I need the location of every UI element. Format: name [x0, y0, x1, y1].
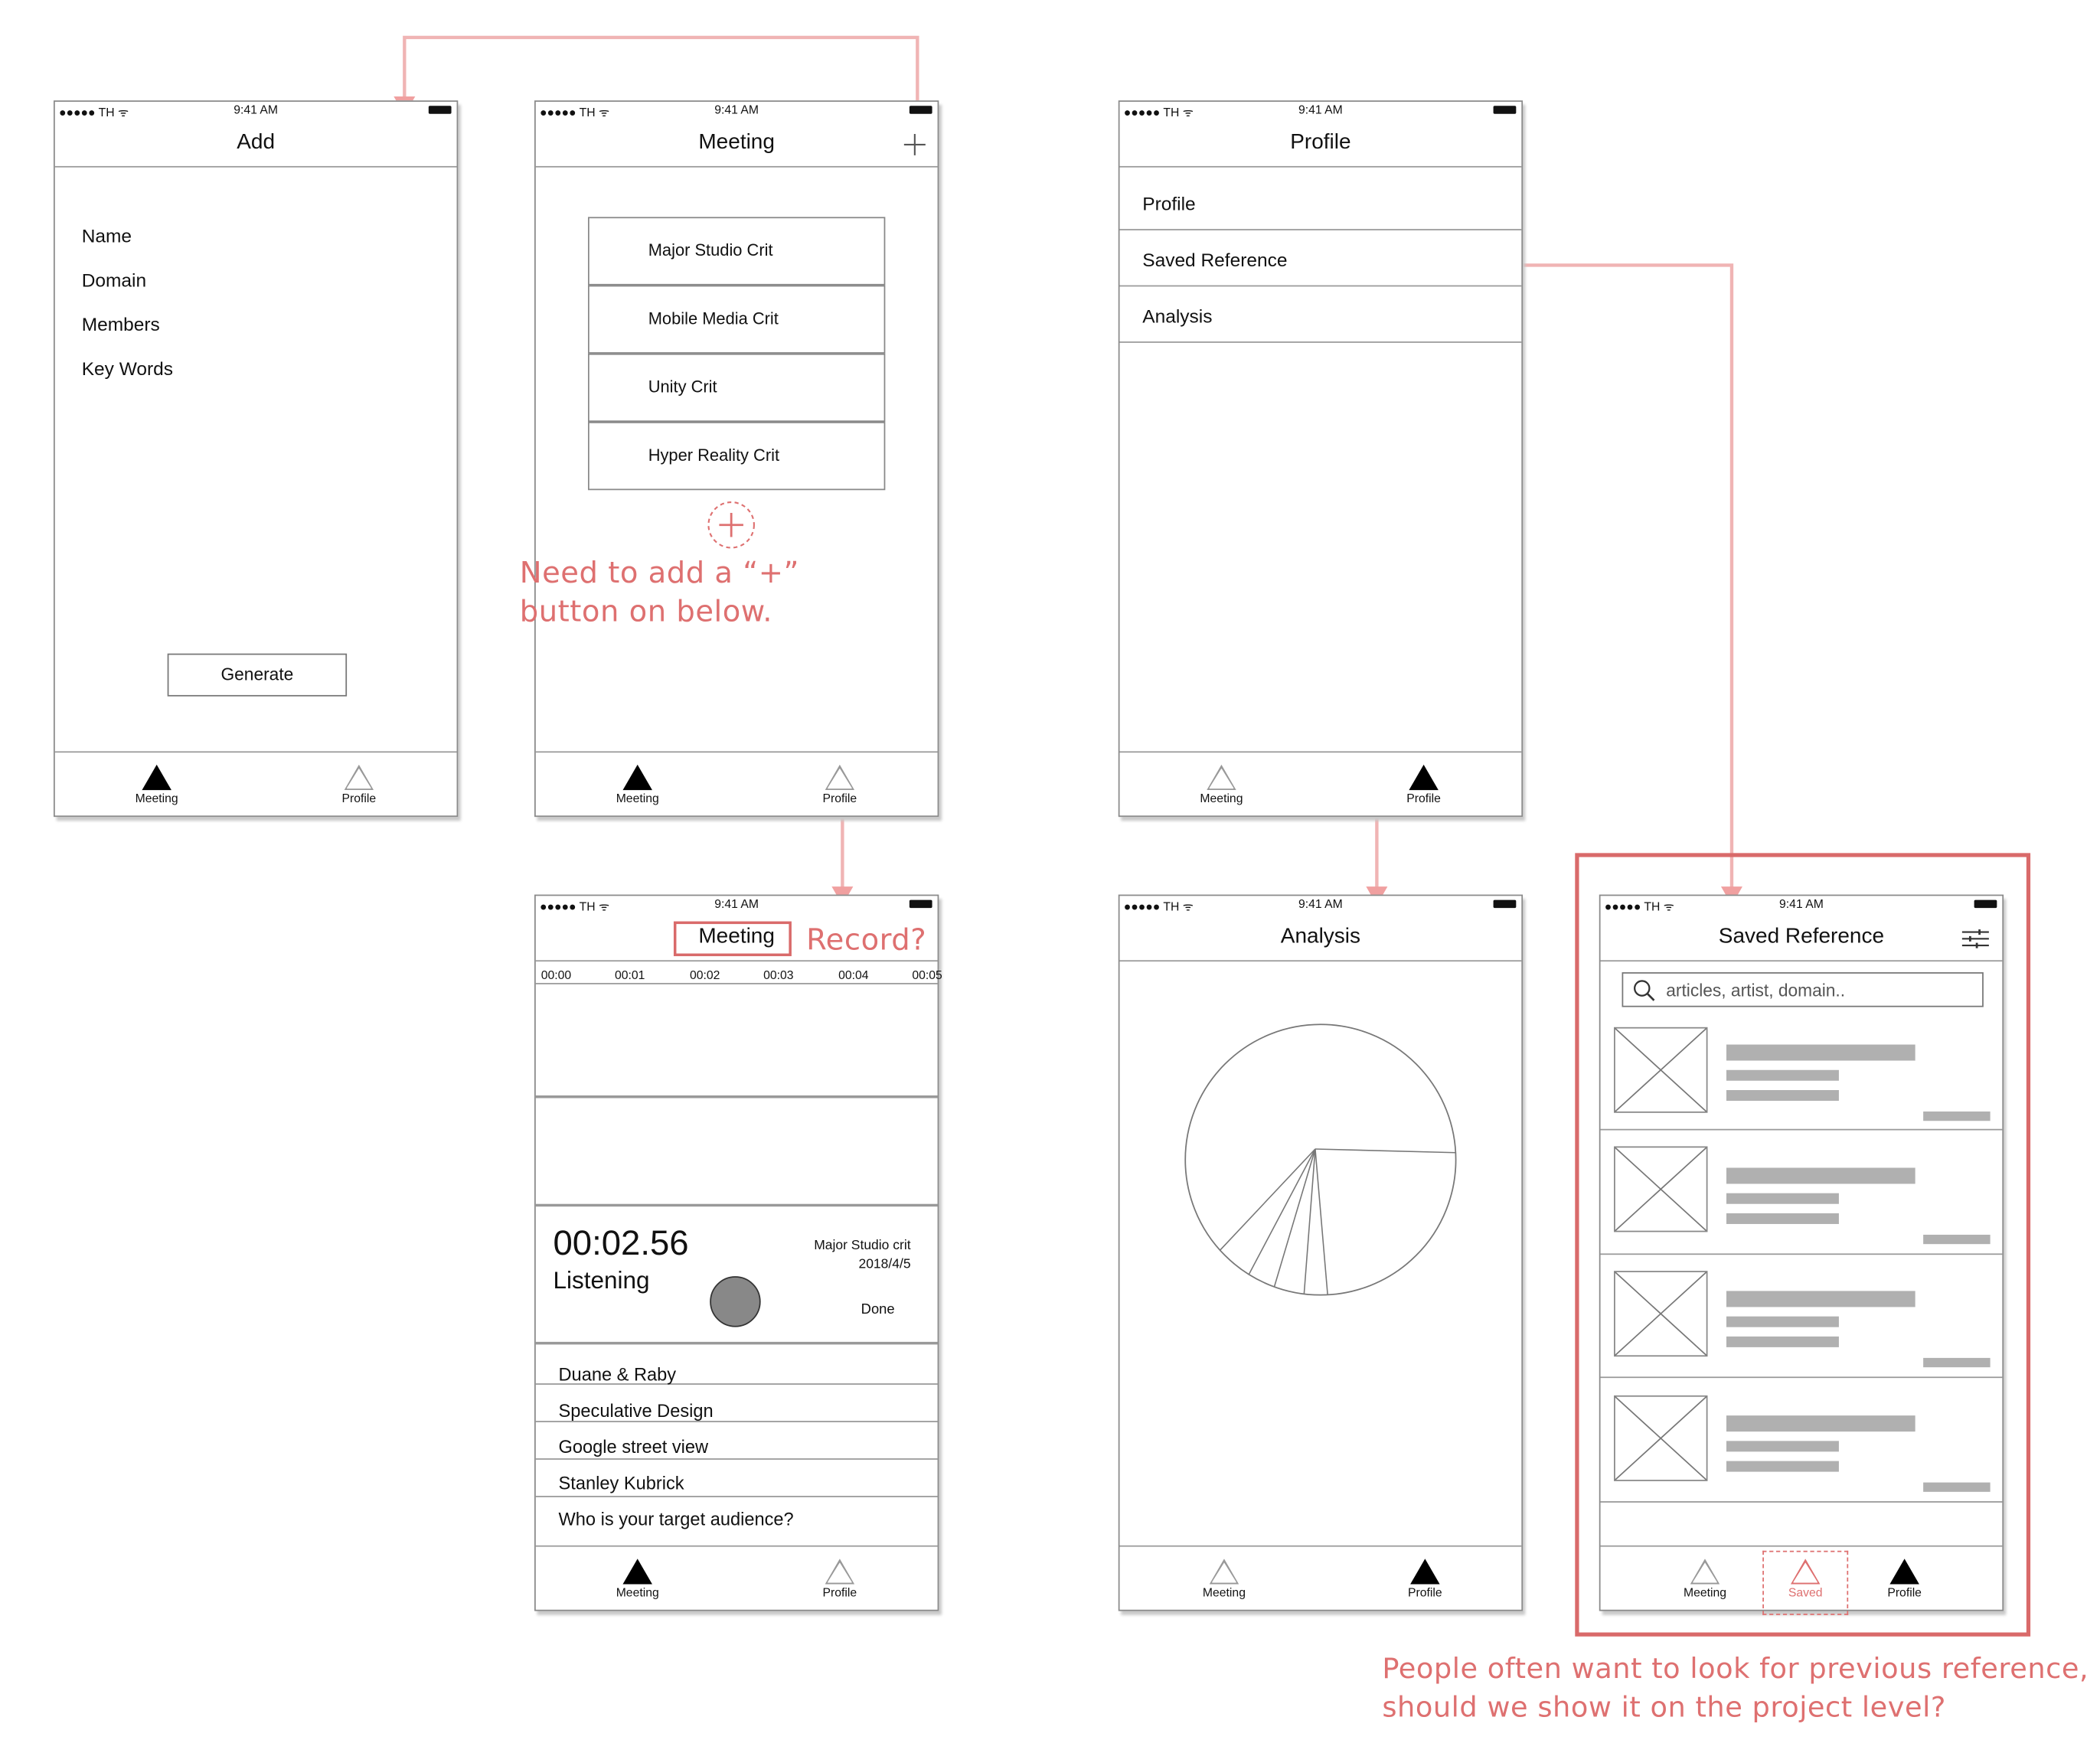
keyword-text: Speculative Design	[558, 1400, 714, 1422]
nav-bar	[536, 120, 938, 167]
battery-icon	[1494, 900, 1517, 908]
profile-row[interactable]	[1119, 174, 1521, 230]
tab-label: Meeting	[616, 791, 659, 805]
meeting-screen	[534, 100, 939, 817]
text-placeholder	[1726, 1441, 1839, 1451]
battery-icon	[1494, 106, 1517, 113]
pie-slice-edge	[1315, 1149, 1455, 1153]
list-item[interactable]	[536, 1385, 938, 1422]
elapsed-timer: 00:02.56	[553, 1223, 689, 1263]
timeline-tick: 00:01	[614, 968, 645, 982]
tab-meeting[interactable]	[109, 765, 203, 805]
profile-tab-icon	[825, 765, 854, 790]
tab-label: Saved	[1788, 1585, 1823, 1599]
pie-slice-edge	[1249, 1149, 1315, 1275]
search-field[interactable]	[1622, 972, 1984, 1007]
battery-icon	[1974, 900, 1997, 908]
waveform-track	[536, 1095, 938, 1098]
analysis-screen	[1119, 895, 1523, 1611]
nav-bar	[1119, 915, 1521, 961]
text-placeholder	[1726, 1090, 1839, 1101]
keyword-text: Google street view	[558, 1437, 709, 1458]
status-time: 9:41 AM	[714, 897, 759, 911]
keyword-text: Who is your target audience?	[558, 1509, 794, 1529]
list-item[interactable]	[1601, 1017, 2003, 1131]
tab-profile[interactable]	[793, 1559, 887, 1598]
meeting-item-label: Major Studio Crit	[648, 240, 773, 260]
signal-indicator: ●●●●● TH ᯤ	[1123, 899, 1194, 914]
page-title: Profile	[1290, 131, 1351, 155]
tab-meeting[interactable]	[1177, 1559, 1271, 1598]
tab-label: Meeting	[1202, 1585, 1246, 1599]
saved-reference-row-label: Saved Reference	[1142, 249, 1288, 271]
tab-saved[interactable]	[1762, 1551, 1848, 1615]
meta-placeholder	[1923, 1483, 1990, 1492]
generate-button[interactable]: Generate	[168, 654, 347, 697]
record-screen	[534, 895, 942, 1611]
analysis-row-label: Analysis	[1142, 305, 1213, 327]
status-time: 9:41 AM	[1298, 897, 1343, 911]
signal-indicator: ●●●●● TH ᯤ	[1123, 106, 1194, 119]
profile-tab-icon	[825, 1559, 854, 1584]
meeting-tab-icon	[622, 765, 652, 790]
analysis-row[interactable]	[1119, 286, 1521, 342]
profile-tab-icon	[1409, 765, 1438, 790]
highlight-box	[674, 922, 792, 956]
profile-tab-icon	[345, 765, 374, 790]
nav-bar	[1119, 120, 1521, 167]
signal-indicator: ●●●●● TH ᯤ	[1604, 899, 1675, 914]
image-placeholder-icon	[1614, 1027, 1707, 1113]
meeting-item-label: Hyper Reality Crit	[648, 446, 780, 465]
tab-profile[interactable]	[1378, 1559, 1471, 1598]
tab-meeting[interactable]	[590, 765, 684, 805]
tab-label: Profile	[822, 1585, 857, 1599]
page-title: Meeting	[698, 131, 775, 155]
title-placeholder	[1726, 1045, 1915, 1061]
saved-reference-screen	[1599, 895, 2004, 1611]
profile-row-label: Profile	[1142, 192, 1196, 214]
analysis-pie-chart	[1180, 1019, 1461, 1300]
filter-sliders-icon[interactable]	[1962, 928, 1989, 949]
tab-label: Meeting	[1200, 791, 1243, 805]
list-item[interactable]	[536, 1497, 938, 1533]
title-placeholder	[1726, 1291, 1915, 1307]
tab-meeting[interactable]	[590, 1559, 684, 1598]
list-item[interactable]	[536, 1422, 938, 1460]
signal-indicator: ●●●●● TH ᯤ	[540, 106, 610, 119]
status-time: 9:41 AM	[1779, 897, 1824, 911]
meeting-tab-icon	[1207, 765, 1236, 790]
tab-profile[interactable]	[1857, 1559, 1951, 1598]
list-item[interactable]	[536, 1347, 938, 1385]
list-item[interactable]	[1601, 1130, 2003, 1255]
recording-state: Listening	[553, 1266, 650, 1294]
meeting-item[interactable]	[588, 217, 885, 285]
timeline-tick: 00:04	[838, 968, 869, 982]
profile-tab-icon	[1410, 1559, 1439, 1584]
profile-screen	[1119, 100, 1523, 817]
meta-placeholder	[1923, 1235, 1990, 1244]
status-time: 9:41 AM	[1298, 103, 1343, 117]
tab-bar	[1119, 751, 1521, 815]
text-placeholder	[1726, 1461, 1839, 1472]
battery-icon	[910, 900, 932, 908]
status-bar	[536, 102, 938, 120]
meeting-tab-icon	[1690, 1559, 1720, 1584]
text-placeholder	[1726, 1317, 1839, 1327]
tab-profile[interactable]	[793, 765, 887, 805]
status-bar	[1601, 896, 2003, 914]
list-item[interactable]	[1601, 1378, 2003, 1503]
tab-label: Profile	[1887, 1585, 1922, 1599]
tab-label: Profile	[1408, 1585, 1442, 1599]
title-placeholder	[1726, 1415, 1915, 1431]
text-placeholder	[1726, 1337, 1839, 1347]
recorder-panel	[536, 1206, 938, 1344]
tab-bar	[55, 751, 457, 815]
tab-label: Profile	[822, 791, 857, 805]
battery-icon	[429, 106, 452, 113]
timeline-tick: 00:05	[912, 968, 942, 982]
annotation-note: Record?	[806, 924, 927, 958]
saved-reference-row[interactable]	[1119, 230, 1521, 286]
add-meeting-plus-icon[interactable]	[706, 500, 756, 550]
status-bar	[55, 102, 457, 120]
tab-bar	[536, 751, 938, 815]
image-placeholder-icon	[1614, 1271, 1707, 1356]
pie-slice-edge	[1274, 1149, 1315, 1287]
signal-indicator: ●●●●● TH ᯤ	[58, 106, 129, 119]
members-field-label[interactable]: Members	[81, 313, 160, 335]
pie-slice-edge	[1315, 1149, 1328, 1294]
meeting-item[interactable]	[588, 286, 885, 354]
annotation-note: People often want to look for previous reference,	[1382, 1652, 2089, 1685]
status-bar	[1119, 896, 1521, 914]
meeting-item-label: Mobile Media Crit	[648, 309, 779, 328]
tab-label: Meeting	[1683, 1585, 1727, 1599]
list-item[interactable]	[536, 1460, 938, 1497]
meeting-tab-icon	[1210, 1559, 1239, 1584]
meta-placeholder	[1923, 1358, 1990, 1367]
tab-profile[interactable]	[312, 765, 406, 805]
timeline-tick: 00:00	[541, 968, 572, 982]
search-placeholder: articles, artist, domain..	[1666, 980, 1846, 1001]
tab-label: Meeting	[135, 791, 178, 805]
tab-bar	[536, 1546, 938, 1610]
tab-meeting[interactable]	[1658, 1559, 1752, 1598]
profile-tab-icon	[1889, 1559, 1919, 1584]
image-placeholder-icon	[1614, 1146, 1707, 1232]
meeting-item-label: Unity Crit	[648, 377, 717, 397]
meeting-item[interactable]	[588, 422, 885, 490]
list-item[interactable]	[1601, 1255, 2003, 1378]
status-bar	[536, 896, 938, 914]
timeline-tick: 00:03	[763, 968, 794, 982]
tab-label: Profile	[341, 791, 377, 805]
signal-indicator: ●●●●● TH ᯤ	[540, 899, 610, 914]
keyword-text: Stanley Kubrick	[558, 1473, 684, 1493]
page-title: Meeting	[698, 925, 775, 948]
meeting-name: Major Studio crit	[814, 1239, 911, 1254]
status-time: 9:41 AM	[234, 103, 279, 117]
annotation-note: Need to add a “+” button on below.	[519, 557, 800, 630]
tab-bar	[1119, 1546, 1521, 1610]
meeting-tab-icon	[142, 765, 171, 790]
annotation-note: should we show it on the project level?	[1382, 1691, 1946, 1724]
name-field-label[interactable]: Name	[81, 224, 132, 246]
tab-meeting[interactable]	[1174, 765, 1268, 805]
done-button[interactable]: Done	[861, 1301, 895, 1318]
status-time: 9:41 AM	[714, 103, 759, 117]
domain-field-label[interactable]: Domain	[81, 269, 147, 291]
nav-bar	[1601, 915, 2003, 961]
plus-icon[interactable]	[903, 132, 926, 156]
meeting-date: 2018/4/5	[858, 1257, 911, 1272]
saved-tab-icon	[1791, 1559, 1820, 1584]
timeline-tick: 00:02	[689, 968, 720, 982]
status-bar	[1119, 102, 1521, 120]
page-title: Saved Reference	[1718, 925, 1885, 948]
tab-label: Meeting	[616, 1585, 659, 1599]
meeting-tab-icon	[622, 1559, 652, 1584]
pie-slice-edge	[1220, 1149, 1315, 1250]
image-placeholder-icon	[1614, 1396, 1707, 1481]
meeting-item[interactable]	[588, 354, 885, 422]
page-title: Add	[237, 131, 276, 155]
text-placeholder	[1726, 1070, 1839, 1081]
keyword-text: Duane & Raby	[558, 1364, 677, 1385]
tab-bar	[1601, 1546, 2003, 1610]
text-placeholder	[1726, 1193, 1839, 1204]
tab-profile[interactable]	[1377, 765, 1470, 805]
search-icon	[1633, 979, 1656, 1002]
nav-bar	[55, 120, 457, 167]
battery-icon	[910, 106, 932, 113]
pie-outline	[1185, 1024, 1455, 1294]
keywords-field-label[interactable]: Key Words	[81, 357, 174, 380]
meta-placeholder	[1923, 1112, 1990, 1121]
text-placeholder	[1726, 1213, 1839, 1224]
tab-label: Profile	[1406, 791, 1441, 805]
title-placeholder	[1726, 1167, 1915, 1183]
add-screen	[54, 100, 458, 817]
timeline-ruler	[536, 961, 942, 984]
page-title: Analysis	[1280, 925, 1361, 948]
record-button[interactable]	[710, 1276, 760, 1327]
pie-slice-edge	[1304, 1149, 1315, 1294]
